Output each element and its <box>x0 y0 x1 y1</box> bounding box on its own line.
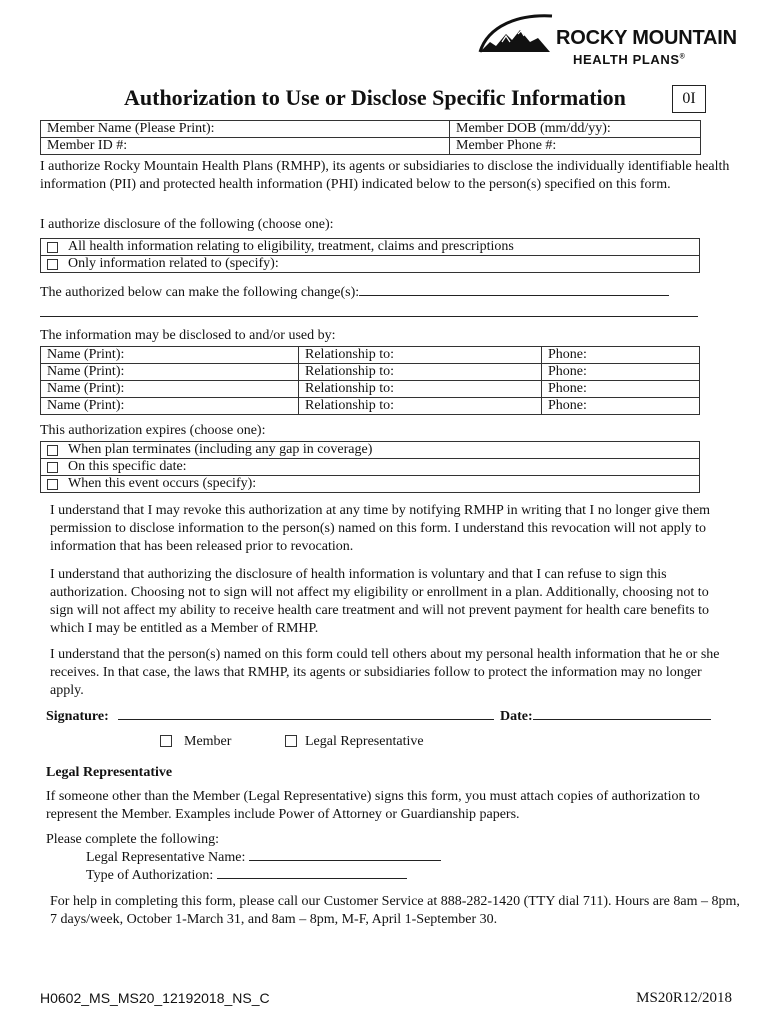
member-info-table <box>40 120 701 155</box>
option-label: Legal Representative <box>305 734 424 749</box>
disclosure-option-specify[interactable] <box>41 256 699 273</box>
expiration-option-event[interactable] <box>41 476 699 493</box>
recipient-name-field[interactable]: Name (Print): <box>41 381 299 398</box>
recipient-phone-field[interactable]: Phone: <box>542 398 700 415</box>
legal-rep-name-line <box>86 849 441 867</box>
checkbox[interactable] <box>47 242 58 253</box>
recipients-table <box>40 346 700 415</box>
date-field[interactable] <box>533 718 711 720</box>
checkbox[interactable] <box>47 462 58 473</box>
recipient-relationship-field[interactable]: Relationship to: <box>299 381 542 398</box>
option-label: All health information relating to eligibility, treatment, claims and prescriptions <box>68 239 514 254</box>
recipient-row <box>41 398 700 415</box>
legal-rep-heading: Legal Representative <box>46 765 173 780</box>
recipients-prompt: The information may be disclosed to and/or used by: <box>40 328 336 343</box>
checkbox[interactable] <box>160 735 172 747</box>
changes-blank-line-2[interactable] <box>40 316 698 317</box>
member-phone-field[interactable]: Member Phone #: <box>450 138 701 155</box>
footer-code-right: MS20R12/2018 <box>636 990 732 1006</box>
expiration-option-plan-terminates[interactable] <box>41 442 699 459</box>
recipient-name-field[interactable]: Name (Print): <box>41 398 299 415</box>
recipient-row <box>41 381 700 398</box>
legal-rep-name-field[interactable] <box>249 859 441 861</box>
expiration-option-specific-date[interactable] <box>41 459 699 476</box>
checkbox[interactable] <box>47 259 58 270</box>
legal-rep-type-line <box>86 867 407 885</box>
statement-voluntary: I understand that authorizing the disclosure of health information is voluntary and that I can refuse to sign this authorization. Choosing not to sign will not affect my eligibility or enrollment in a plan. Additionally, choosing not to sign will not affect my ability to receive health care treatment and will not prevent payment for health care benefits to which I may be entitled as a Member of RMHP. <box>50 567 710 636</box>
date-label: Date: <box>500 709 533 724</box>
legal-rep-text: If someone other than the Member (Legal Representative) signs this form, you must attach copies of authorization to represent the Member. Examples include Power of Attorney or Guardianship papers. <box>46 789 700 822</box>
signature-field[interactable] <box>118 718 494 720</box>
checkbox[interactable] <box>47 445 58 456</box>
recipient-name-field[interactable]: Name (Print): <box>41 347 299 364</box>
form-code-box: 0I <box>672 85 706 113</box>
recipient-phone-field[interactable]: Phone: <box>542 381 700 398</box>
option-label: When this event occurs (specify): <box>68 476 257 491</box>
footer-code-left: H0602_MS_MS20_12192018_NS_C <box>40 990 270 1006</box>
option-label: When plan terminates (including any gap in coverage) <box>68 442 373 457</box>
logo-text-rocky-mountain: ROCKY MOUNTAIN <box>556 27 737 49</box>
changes-line <box>40 284 669 302</box>
member-name-field[interactable]: Member Name (Please Print): <box>41 121 450 138</box>
signature-line <box>46 708 494 726</box>
recipient-phone-field[interactable]: Phone: <box>542 364 700 381</box>
legal-rep-type-field[interactable] <box>217 877 407 879</box>
recipient-row <box>41 347 700 364</box>
expiration-options <box>40 441 700 493</box>
member-id-field[interactable]: Member ID #: <box>41 138 450 155</box>
recipient-relationship-field[interactable]: Relationship to: <box>299 364 542 381</box>
help-text: For help in completing this form, please call our Customer Service at 888-282-1420 (TTY dial 711). Hours are 8am – 8pm, 7 days/week, October 1-March 31, and 8am – 8pm, M-F, April 1-September 30. <box>50 894 740 927</box>
changes-label: The authorized below can make the following change(s): <box>40 285 360 300</box>
signature-label: Signature: <box>46 709 109 724</box>
disclosure-prompt: I authorize disclosure of the following (choose one): <box>40 217 334 232</box>
recipient-relationship-field[interactable]: Relationship to: <box>299 398 542 415</box>
statement-redisclosure: I understand that the person(s) named on this form could tell others about my personal health information that he or she receives. In that case, the laws that RMHP, its agents or subsidiaries follow to protect the information may no longer apply. <box>50 647 720 698</box>
authorize-intro: I authorize Rocky Mountain Health Plans (RMHP), its agents or subsidiaries to disclose the individually identifiable health information (PII) and protected health information (PHI) indicated below to the person(s) specified on this form. <box>40 159 730 192</box>
logo-text-health-plans: HEALTH PLANS® <box>573 52 685 67</box>
disclosure-option-all[interactable] <box>41 239 699 256</box>
checkbox[interactable] <box>285 735 297 747</box>
option-label: Member <box>184 734 232 749</box>
option-label: Only information related to (specify): <box>68 256 279 271</box>
member-dob-field[interactable]: Member DOB (mm/dd/yy): <box>450 121 701 138</box>
page-title: Authorization to Use or Disclose Specific Information <box>124 85 626 110</box>
recipient-relationship-field[interactable]: Relationship to: <box>299 347 542 364</box>
date-line <box>500 708 711 726</box>
recipient-row <box>41 364 700 381</box>
recipient-name-field[interactable]: Name (Print): <box>41 364 299 381</box>
option-label: On this specific date: <box>68 459 187 474</box>
legal-rep-type-label: Type of Authorization: <box>86 868 214 883</box>
disclosure-options <box>40 238 700 273</box>
recipient-phone-field[interactable]: Phone: <box>542 347 700 364</box>
statement-revoke: I understand that I may revoke this authorization at any time by notifying RMHP in writing that I no longer give them permission to disclose information to the person(s) named on this form. I understand this revocation will not apply to information that has been released prior to revocation. <box>50 503 711 554</box>
expiration-prompt: This authorization expires (choose one): <box>40 423 266 438</box>
legal-rep-name-label: Legal Representative Name: <box>86 850 246 865</box>
checkbox[interactable] <box>47 479 58 490</box>
changes-blank[interactable] <box>359 294 669 296</box>
legal-rep-complete-prompt: Please complete the following: <box>46 832 220 847</box>
